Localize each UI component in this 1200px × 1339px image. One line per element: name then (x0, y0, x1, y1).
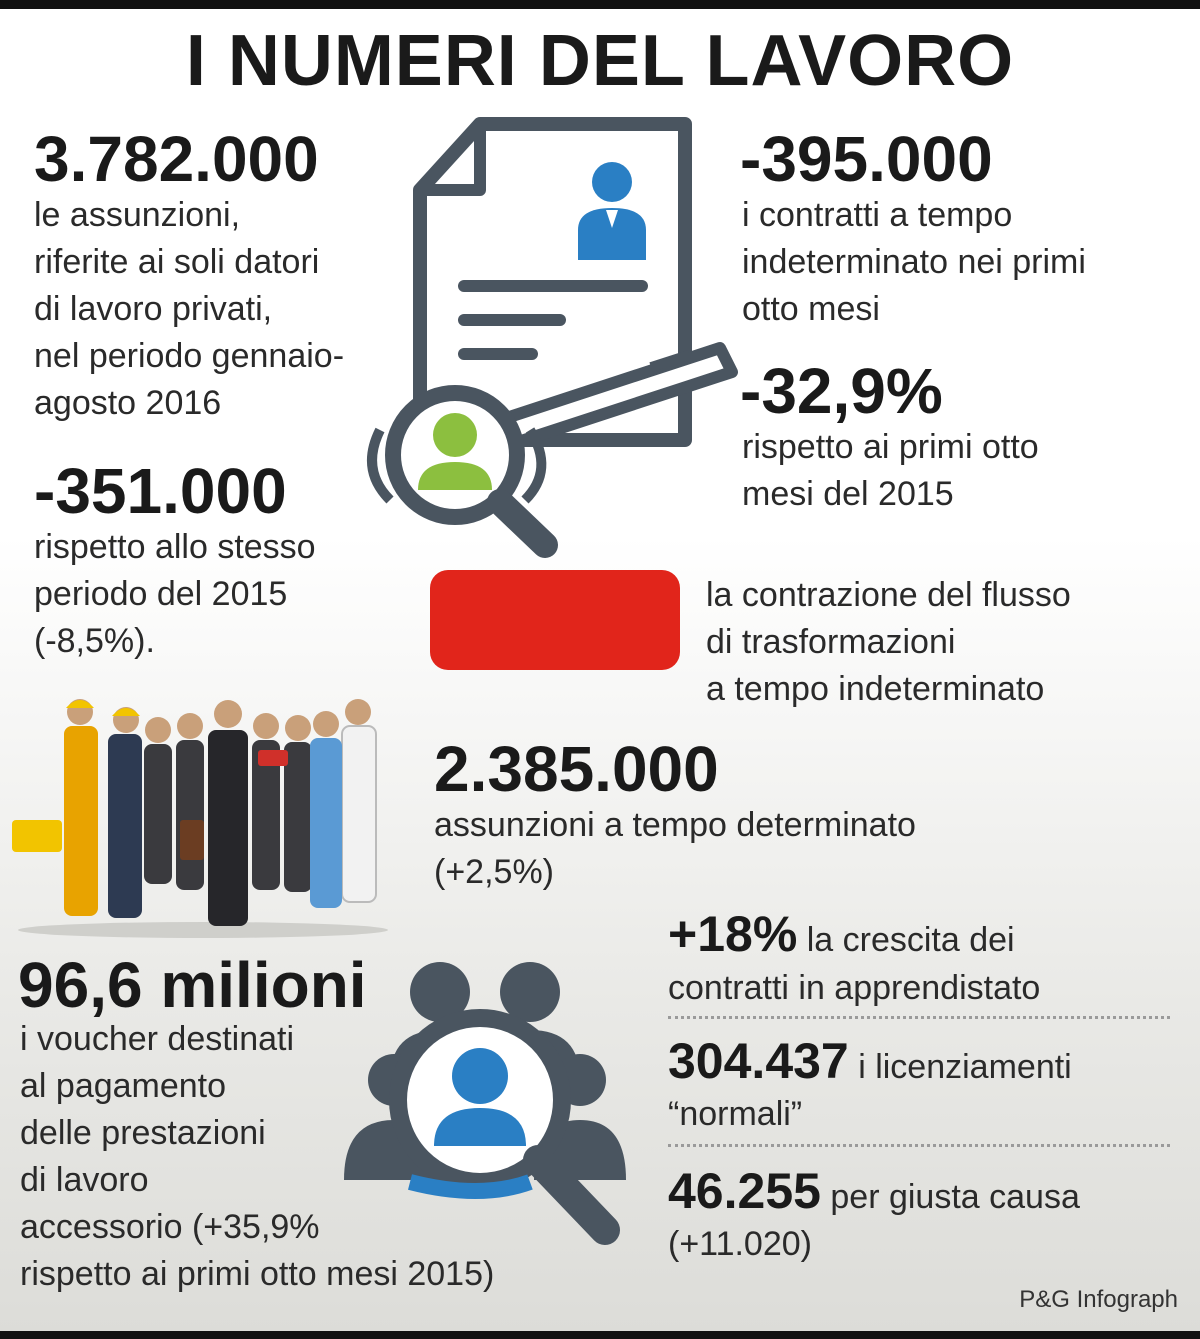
top-rule (0, 0, 1200, 9)
workers-group-image (8, 690, 398, 940)
voucher-text: i voucher destinati al pagamento delle prestazioni di lavoro accessorio (+35,9% rispetto ai primi otto mesi 2015) (20, 1020, 495, 1293)
giusta-causa-block: 46.255 per giusta causa (+11.020) (668, 1163, 1080, 1263)
voucher-value: 96,6 milioni (18, 949, 367, 1021)
contratti-value: -395.000 (740, 123, 993, 195)
apprendistato-block: +18% la crescita dei contratti in apprendistato (668, 906, 1041, 1007)
contrazione-text: la contrazione del flusso di trasformazioni a tempo indeterminato (706, 576, 1071, 708)
licenziamenti-value: 304.437 (668, 1033, 849, 1089)
percentuale-value: -32,9% (740, 355, 943, 427)
separator-2 (668, 1144, 1170, 1147)
apprendistato-value: +18% (668, 906, 798, 962)
bottom-rule (0, 1331, 1200, 1339)
licenziamenti-block: 304.437 i licenziamenti “normali” (668, 1033, 1072, 1133)
percentuale-text: rispetto ai primi otto mesi del 2015 (742, 428, 1039, 513)
credit-label: P&G Infograph (1019, 1286, 1178, 1313)
assunzioni-text: le assunzioni, riferite ai soli datori di lavoro privati, nel periodo gennaio- agosto 2016 (34, 196, 345, 422)
contratti-text: i contratti a tempo indeterminato nei primi otto mesi (742, 196, 1086, 328)
determinato-text: assunzioni a tempo determinato (+2,5%) (434, 806, 916, 891)
separator-1 (668, 1016, 1170, 1019)
document-person-icon (350, 110, 750, 570)
page-title: I NUMERI DEL LAVORO (185, 21, 1015, 101)
people-search-icon (330, 950, 640, 1260)
red-highlight-box (430, 570, 680, 670)
giusta-causa-value: 46.255 (668, 1163, 821, 1219)
calo-text: rispetto allo stesso periodo del 2015 (-8,5%). (34, 528, 316, 660)
calo-value: -351.000 (34, 455, 287, 527)
assunzioni-value: 3.782.000 (34, 123, 319, 195)
determinato-value: 2.385.000 (434, 733, 719, 805)
